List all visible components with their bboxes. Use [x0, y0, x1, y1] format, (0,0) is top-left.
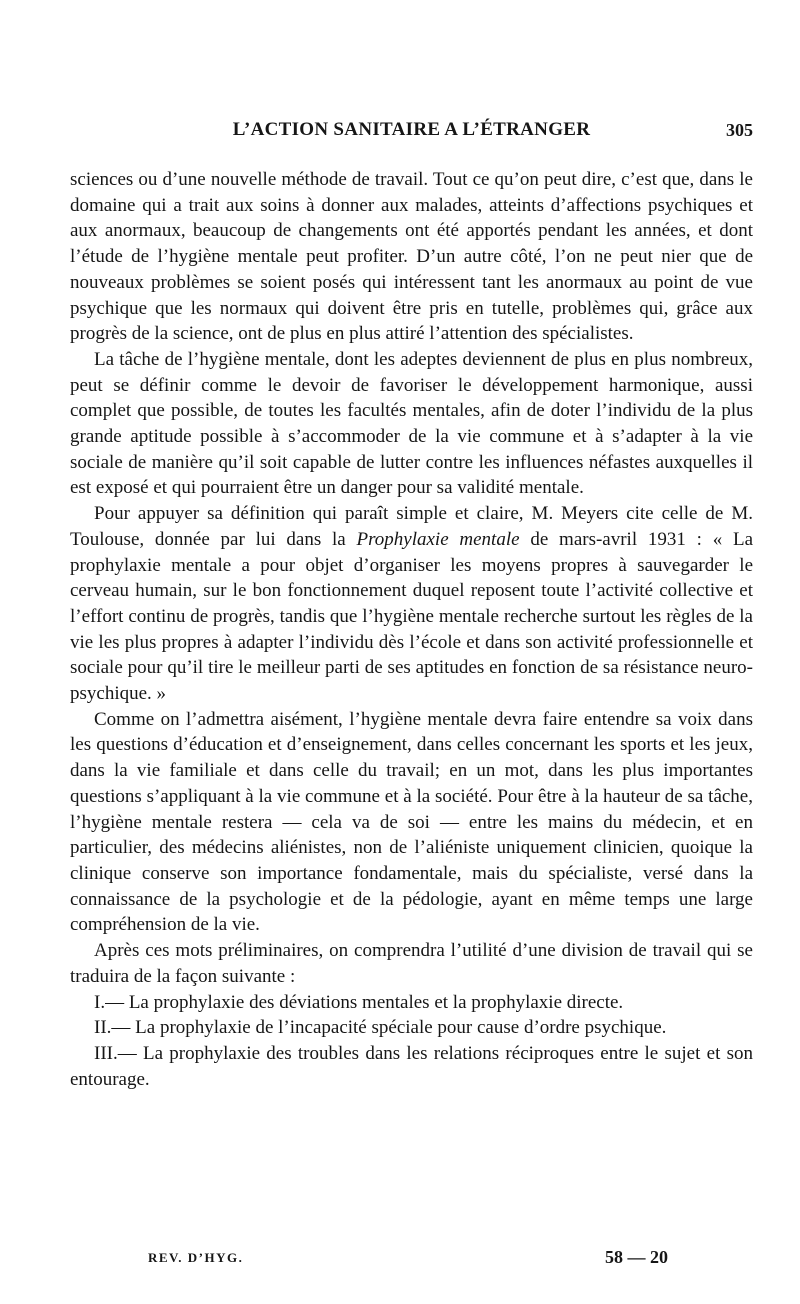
list-item-number: II. — [94, 1017, 112, 1039]
list-item-text: — La prophylaxie des déviations mentales et la prophylaxie directe. — [105, 991, 624, 1013]
list-item-text: — La prophylaxie de l’incapacité spéciale pour cause d’ordre psychique. — [111, 1017, 667, 1039]
paragraph-with-citation — [70, 501, 753, 707]
paragraph-text: Pour appuyer sa définition qui paraît simple et claire, M. Meyers cite celle de M. Toulouse, donnée par lui dans la — [70, 503, 753, 550]
paragraph: Après ces mots préliminaires, on comprendra l’utilité d’une division de travail qui se traduira de la façon suivante : — [70, 940, 753, 987]
journal-title: Prophylaxie mentale — [356, 528, 520, 550]
article-body — [70, 167, 753, 1092]
list-item-number: III. — [94, 1042, 118, 1064]
signature-mark: 58 — 20 — [605, 1247, 668, 1267]
paragraph-text: de mars-avril 1931 : « La prophylaxie mentale a pour objet d’organiser les moyens propres à sauvegarder le cerveau humain, sur le bon fonctionnement duquel reposent toute l’activité collective et l’effort continu de progrès, tandis que l’hygiène mentale recherche surtout les règles de la vie les plus propres à adapter l’individu dès l’école et dans son activité professionnelle et sociale pour qu’il tire le meilleur parti de ses aptitudes en fonction de sa résistance neuro-psychique. » — [70, 528, 754, 705]
running-title: L’ACTION SANITAIRE A L’ÉTRANGER — [232, 119, 591, 140]
list-item — [70, 1015, 753, 1041]
list-item-text: — La prophylaxie des troubles dans les relations réciproques entre le sujet et son entourage. — [70, 1042, 753, 1090]
page-footer — [70, 1247, 753, 1271]
page-header — [70, 119, 753, 147]
list-item — [70, 1041, 753, 1092]
paragraph: Comme on l’admettra aisément, l’hygiène mentale devra faire entendre sa voix dans les questions d’éducation et d’enseignement, dans celles concernant les sports et les jeux, dans la vie familiale et dans celle du travail; en un mot, dans les plus importantes questions s’appliquant à la vie commune et à la société. Pour être à la hauteur de sa tâche, l’hygiène mentale restera — cela va de soi — entre les mains du médecin, et en particulier, des médecins aliénistes, non de l’aliéniste uniquement clinicien, quoique la clinique conserve son importance fondamentale, mais du spécialiste, versé dans la connaissance de la psychologie et de la pédologie, ayant en même temps une large compréhension de la vie. — [70, 708, 753, 936]
paragraph: La tâche de l’hygiène mentale, dont les adeptes deviennent de plus en plus nombreux, peut se définir comme le devoir de favoriser le développement harmonique, aussi complet que possible, de toutes les facultés mentales, afin de doter l’individu de la plus grande aptitude possible à s’accommoder de la vie commune et à s’adapter à la vie sociale de manière qu’il soit capable de lutter contre les influences néfastes auxquelles il est exposé et qui pourraient être un danger pour sa validité mentale. — [70, 348, 753, 499]
page-number: 305 — [726, 120, 753, 140]
paragraph: sciences ou d’une nouvelle méthode de travail. Tout ce qu’on peut dire, c’est que, dans le domaine qui a trait aux soins à donner aux malades, atteints d’affections psychiques et aux anormaux, beaucoup de changements ont été apportés pendant les années, et dont l’étude de l’hygiène mentale peut profiter. D’un autre côté, l’on ne peut nier que de nouveaux problèmes se soient posés qui intéressent tant les anormaux au point de vue psychique que les normaux qui doivent être pris en tutelle, problèmes qui, grâce aux progrès de la science, ont de plus en plus attiré l’attention des spécialistes. — [70, 169, 753, 345]
list-item-number: I. — [94, 991, 106, 1013]
journal-abbreviation: REV. D’HYG. — [148, 1250, 244, 1265]
list-item — [70, 990, 753, 1016]
